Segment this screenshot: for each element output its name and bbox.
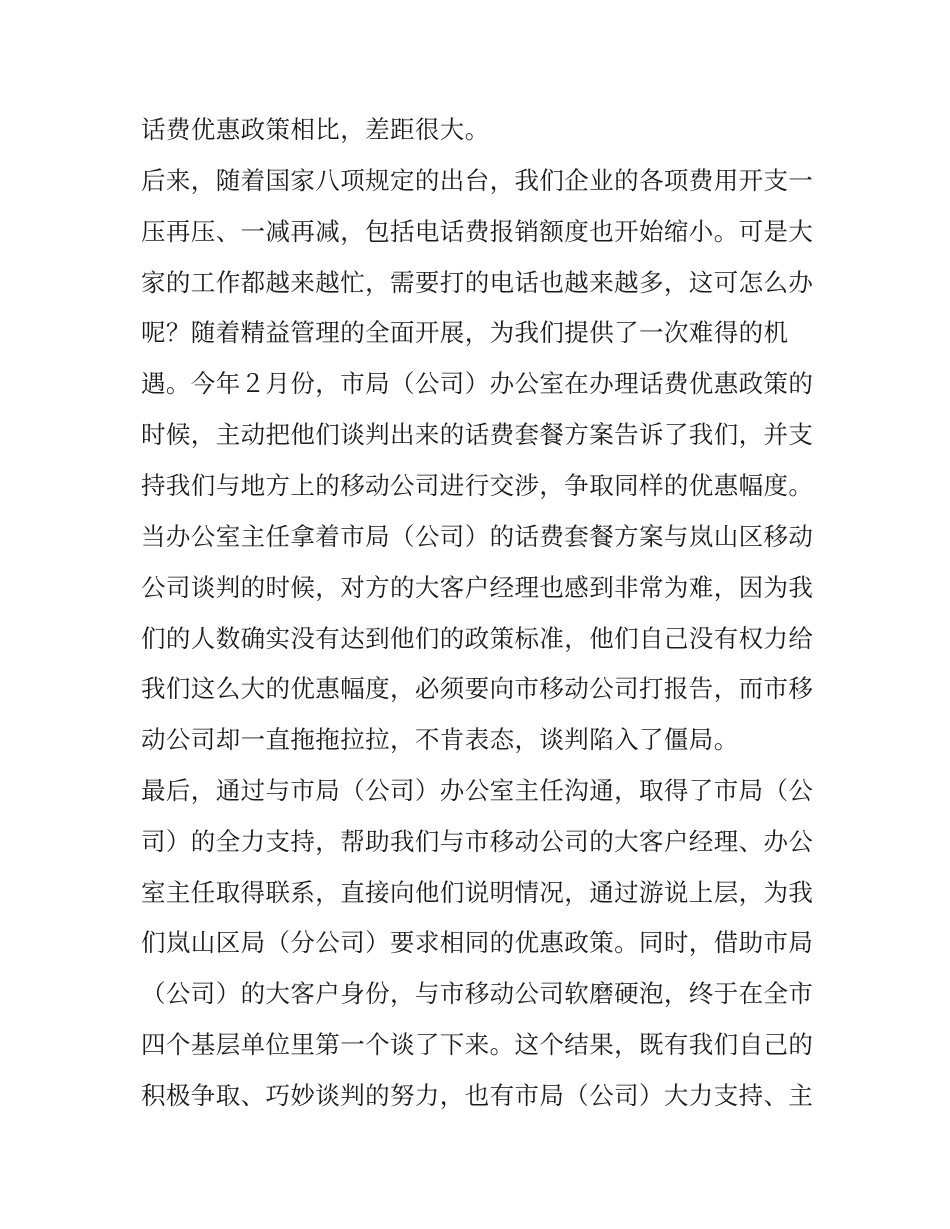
text-line: 后来，随着国家八项规定的出台，我们企业的各项费用开支一 (141, 166, 814, 195)
text-line: 遇。今年２月份，市局（公司）办公室在办理话费优惠政策的 (141, 369, 814, 398)
text-line: 话费优惠政策相比，差距很大。 (141, 115, 490, 144)
text-line: 司）的全力支持，帮助我们与市移动公司的大客户经理、办公 (141, 827, 814, 856)
text-line: 室主任取得联系，直接向他们说明情况，通过游说上层，为我 (141, 878, 814, 907)
text-line: 们岚山区局（分公司）要求相同的优惠政策。同时，借助市局 (141, 928, 814, 957)
text-line: 我们这么大的优惠幅度，必须要向市移动公司打报告，而市移 (141, 674, 814, 703)
text-line: 时候，主动把他们谈判出来的话费套餐方案告诉了我们，并支 (141, 420, 814, 449)
text-line: 最后，通过与市局（公司）办公室主任沟通，取得了市局（公 (141, 776, 814, 805)
text-line: 们的人数确实没有达到他们的政策标准，他们自己没有权力给 (141, 624, 814, 653)
text-line: 动公司却一直拖拖拉拉，不肯表态，谈判陷入了僵局。 (141, 725, 739, 754)
text-line: 公司谈判的时候，对方的大客户经理也感到非常为难，因为我 (141, 573, 814, 602)
text-line: 当办公室主任拿着市局（公司）的话费套餐方案与岚山区移动 (141, 522, 814, 551)
text-line: 呢？随着精益管理的全面开展，为我们提供了一次难得的机 (141, 318, 789, 347)
text-line: 持我们与地方上的移动公司进行交涉，争取同样的优惠幅度。 (141, 471, 814, 500)
text-line: 压再压、一减再减，包括电话费报销额度也开始缩小。可是大 (141, 217, 814, 246)
text-line: （公司）的大客户身份，与市移动公司软磨硬泡，终于在全市 (141, 979, 814, 1008)
text-line: 四个基层单位里第一个谈了下来。这个结果，既有我们自己的 (141, 1030, 814, 1059)
text-line: 积极争取、巧妙谈判的努力，也有市局（公司）大力支持、主 (141, 1081, 814, 1110)
text-line: 家的工作都越来越忙，需要打的电话也越来越多，这可怎么办 (141, 268, 814, 297)
